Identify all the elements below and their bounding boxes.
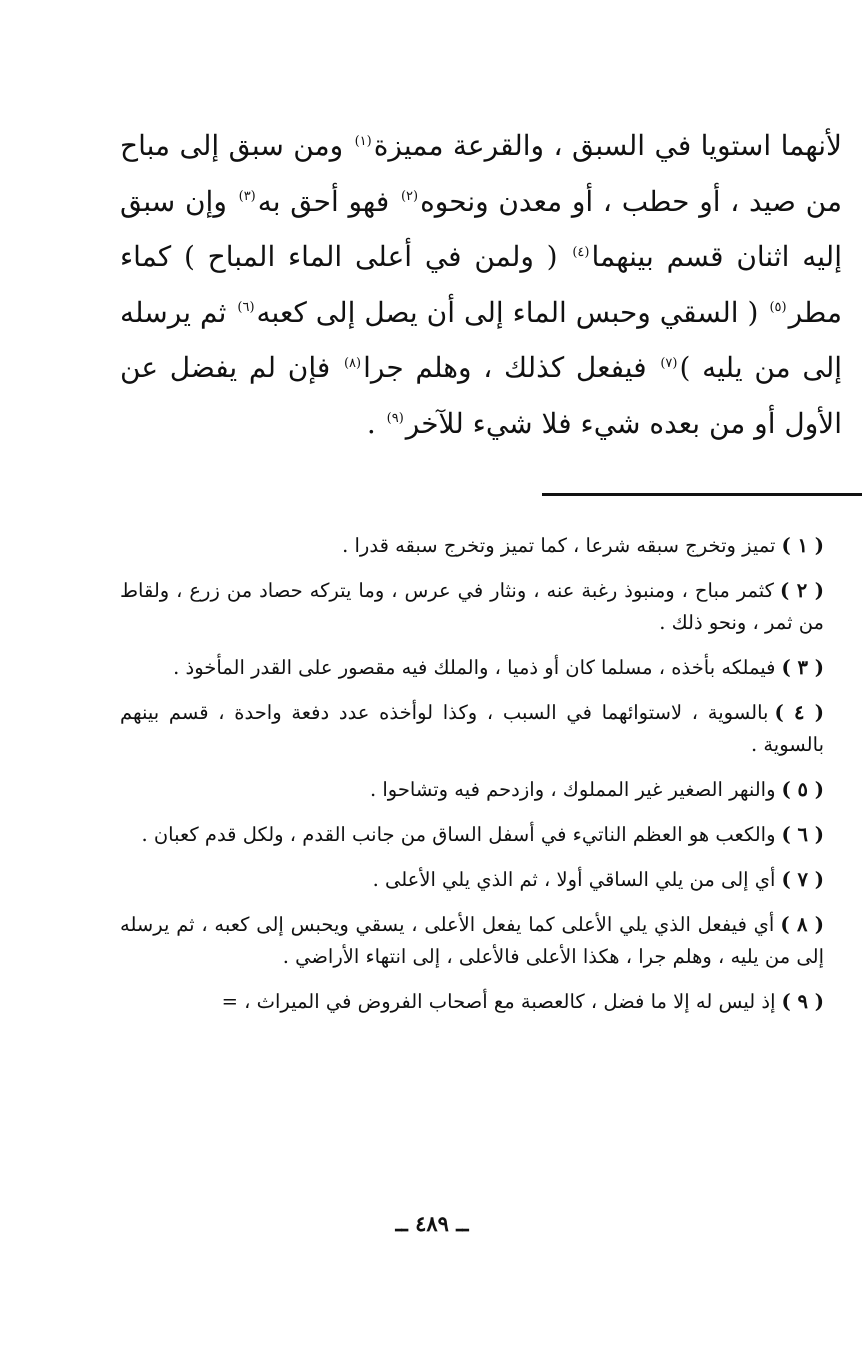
footnote-text: بالسوية ، لاستوائهما في السبب ، وكذا لوأخذه عدد دفعة واحدة ، قسم بينهم بالسوية . [120, 701, 824, 756]
main-segment: فيفعل كذلك ، وهلم جرا [363, 351, 659, 384]
footnote-number: ( ٨ ) [780, 913, 825, 936]
footnote-number: ( ٣ ) [781, 656, 824, 679]
footnote-text: والكعب هو العظم الناتيء في أسفل الساق من جانب القدم ، ولكل قدم كعبان . [141, 823, 776, 846]
footnote-ref: (٩) [386, 411, 404, 427]
footnote-ref: (٢) [400, 189, 419, 205]
footnote-ref: (٨) [343, 355, 362, 371]
page-number: ــ ٤٨٩ ــ [395, 1211, 469, 1236]
footnote-ref: (٥) [769, 300, 787, 316]
main-segment: . [366, 406, 385, 440]
main-text [120, 118, 842, 451]
main-segment: ثم يرسله إلى من يليه ) [120, 295, 842, 384]
footnote-item [120, 530, 842, 562]
footnote-item [120, 986, 842, 1018]
footnote-text: والنهر الصغير غير المملوك ، وازدحم فيه وتشاحوا . [369, 778, 776, 801]
footnote-separator [542, 493, 862, 496]
footnote-number: ( ٢ ) [779, 579, 824, 602]
main-segment: فإن لم يفضل عن الأول أو من بعده شيء فلا شيء للآخر [120, 351, 842, 440]
footnote-text: كثمر مباح ، ومنبوذ رغبة عنه ، ونثار في عرس ، وما يتركه حصاد من زرع ، ولقاط من ثمر ، ونحو ذلك . [120, 579, 824, 634]
footnotes-list [120, 530, 842, 1031]
footnote-item [120, 909, 842, 973]
footnote-number: ( ٩ ) [781, 990, 824, 1013]
footnote-number: ( ٧ ) [781, 868, 824, 891]
footnote-text: تميز وتخرج سبقه شرعا ، كما تميز وتخرج سبقه قدرا . [342, 534, 776, 557]
footnote-item [120, 652, 842, 684]
footnote-number: ( ٤ ) [774, 701, 825, 724]
footnote-item [120, 697, 842, 761]
footnote-item [120, 774, 842, 806]
footnote-item [120, 575, 842, 639]
main-segment: فهو أحق به [257, 184, 399, 218]
footnote-ref: (٤) [572, 244, 590, 260]
main-segment: ( ولمن في أعلى الماء المباح ) كماء مطر [120, 240, 842, 329]
footnote-text: إذ ليس له إلا ما فضل ، كالعصبة مع أصحاب الفروض في الميراث ، = [221, 990, 776, 1013]
footnote-ref: (٦) [237, 300, 255, 316]
footnote-text: أي إلى من يلي الساقي أولا ، ثم الذي يلي الأعلى . [372, 868, 776, 891]
footnote-text: فيملكه بأخذه ، مسلما كان أو ذميا ، والملك فيه مقصور على القدر المأخوذ . [173, 656, 776, 679]
footnote-number: ( ٦ ) [781, 823, 824, 846]
footnote-ref: (٧) [660, 355, 678, 371]
footnote-ref: (١) [354, 133, 372, 149]
footnote-number: ( ٥ ) [781, 778, 824, 801]
main-segment: وإن سبق إليه اثنان قسم بينهما [120, 184, 842, 273]
main-segment: ومن سبق إلى مباح من صيد ، أو حطب ، أو معدن ونحوه [120, 129, 842, 218]
footnote-ref: (٣) [238, 189, 256, 205]
footnote-item [120, 864, 842, 896]
footnote-text: أي فيفعل الذي يلي الأعلى كما يفعل الأعلى ، يسقي ويحبس إلى كعبه ، ثم يرسله إلى من يليه ، وهلم جرا ، هكذا الأعلى فالأعلى ، إلى انتهاء الأراضي . [120, 913, 824, 968]
footnote-item [120, 819, 842, 851]
main-segment: لأنهما استويا في السبق ، والقرعة مميزة [373, 129, 842, 162]
footnote-number: ( ١ ) [781, 534, 824, 557]
main-segment: ( السقي وحبس الماء إلى أن يصل إلى كعبه [256, 295, 768, 329]
